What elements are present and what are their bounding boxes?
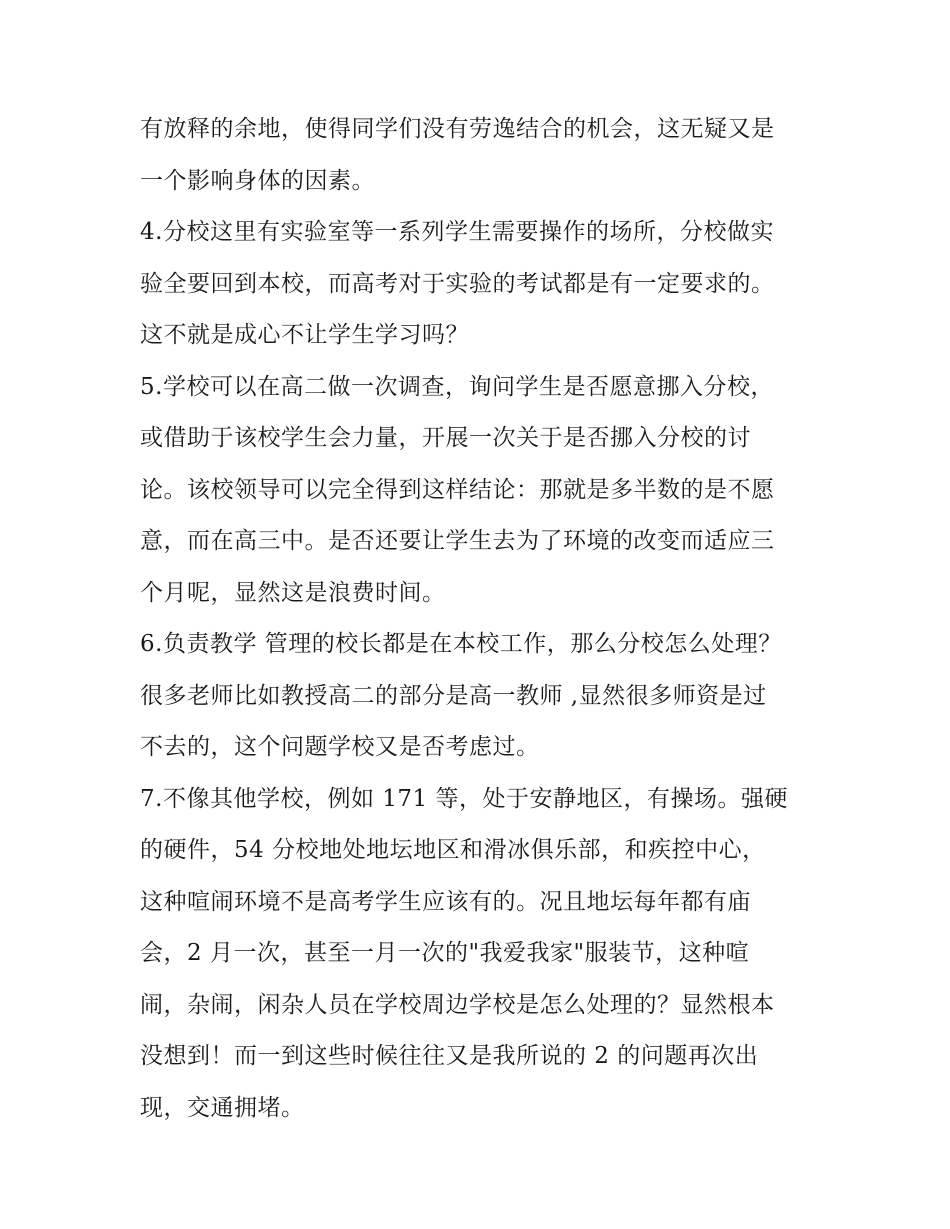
text-line: 个月呢，显然这是浪费时间。: [140, 579, 446, 606]
text-line: 不去的，这个问题学校又是否考虑过。: [140, 734, 540, 760]
text-line: 没想到！而一到这些时候往往又是我所说的 2 的问题再次出: [140, 1043, 759, 1069]
text-line: 验全要回到本校，而高考对于实验的考试都是有一定要求的。: [140, 270, 775, 297]
text-line: 5.学校可以在高二做一次调查，询问学生是否愿意挪入分校，: [140, 373, 774, 400]
document-body: [140, 104, 820, 1134]
text-line: 有放释的余地，使得同学们没有劳逸结合的机会，这无疑又是: [140, 116, 775, 142]
text-line: 会，2 月一次，甚至一月一次的"我爱我家"服装节，这种喧: [140, 940, 750, 966]
text-line: 闹，杂闹，闲杂人员在学校周边学校是怎么处理的？显然根本: [140, 991, 775, 1018]
text-line: 或借助于该校学生会力量，开展一次关于是否挪入分校的讨: [140, 425, 751, 451]
text-line: 一个影响身体的因素。: [140, 167, 375, 194]
text-line: 7.不像其他学校，例如 171 等，处于安静地区，有操场。强硬: [140, 785, 788, 812]
text-line: 的硬件，54 分校地处地坛地区和滑冰俱乐部，和疾控中心，: [140, 837, 766, 863]
text-line: 这种喧闹环境不是高考学生应该有的。况且地坛每年都有庙: [140, 888, 751, 915]
text-line: 这不就是成心不让学生学习吗？: [140, 322, 469, 348]
text-line: 现，交通拥堵。: [140, 1094, 305, 1121]
text-line: 6.负责教学 管理的校长都是在本校工作，那么分校怎么处理？: [140, 631, 782, 657]
text-line: 很多老师比如教授高二的部分是高一教师 ,显然很多师资是过: [140, 682, 767, 709]
text-line: 意，而在高三中。是否还要让学生去为了环境的改变而适应三: [140, 528, 775, 554]
text-line: 论。该校领导可以完全得到这样结论：那就是多半数的是不愿: [140, 476, 775, 503]
text-line: 4.分校这里有实验室等一系列学生需要操作的场所，分校做实: [140, 219, 774, 245]
